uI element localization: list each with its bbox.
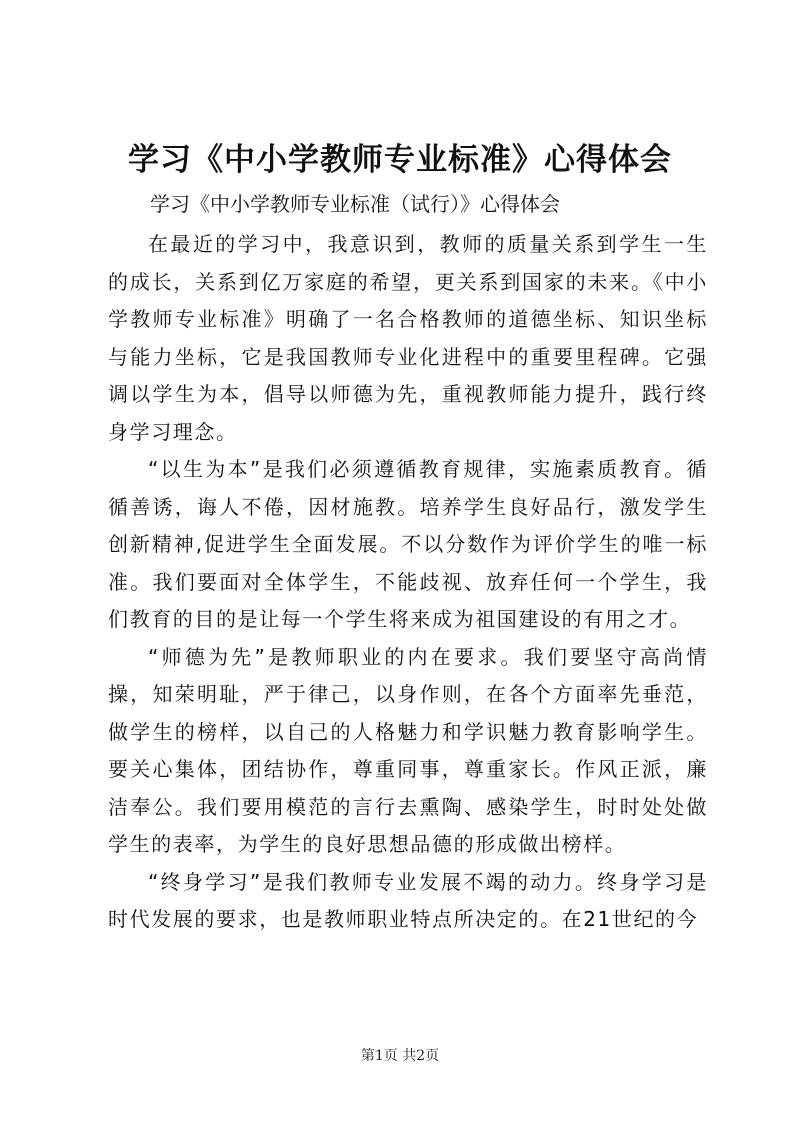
page-number-footer: 第1页 共2页 — [360, 1048, 440, 1064]
document-title: 学习《中小学教师专业标准》心得体会 — [128, 142, 672, 178]
document-subtitle: 学习《中小学教师专业标准（试行）》心得体会 — [150, 192, 560, 216]
body-paragraph: “以生为本”是我们必须遵循教育规律，实施素质教育。循循善诱，诲人不倦，因材施教。培养学生良好品行，激发学生创新精神,促进学生全面发展。不以分数作为评价学生的唯一标准。我们要面对全体学生，不能歧视、放弃任何一个学生，我们教育的目的是让每一个学生将来成为祖国建设的有用之才。 — [108, 457, 708, 631]
body-paragraph: “终身学习”是我们教师专业发展不竭的动力。终身学习是时代发展的要求，也是教师职业特点所决定的。在21世纪的今 — [108, 869, 708, 931]
body-paragraph: “师德为先”是教师职业的内在要求。我们要坚守高尚情操，知荣明耻，严于律己，以身作则，在各个方面率先垂范，做学生的榜样，以自己的人格魅力和学识魅力教育影响学生。要关心集体，团结协作，尊重同事，尊重家长。作风正派，廉洁奉公。我们要用模范的言行去熏陶、感染学生，时时处处做学生的表率，为学生的良好思想品德的形成做出榜样。 — [108, 644, 708, 856]
body-paragraph: 在最近的学习中，我意识到，教师的质量关系到学生一生的成长，关系到亿万家庭的希望，更关系到国家的未来。《中小学教师专业标准》明确了一名合格教师的道德坐标、知识坐标与能力坐标，它是我国教师专业化进程中的重要里程碑。它强调以学生为本，倡导以师德为先，重视教师能力提升，践行终身学习理念。 — [108, 232, 708, 444]
document-body — [108, 226, 708, 939]
